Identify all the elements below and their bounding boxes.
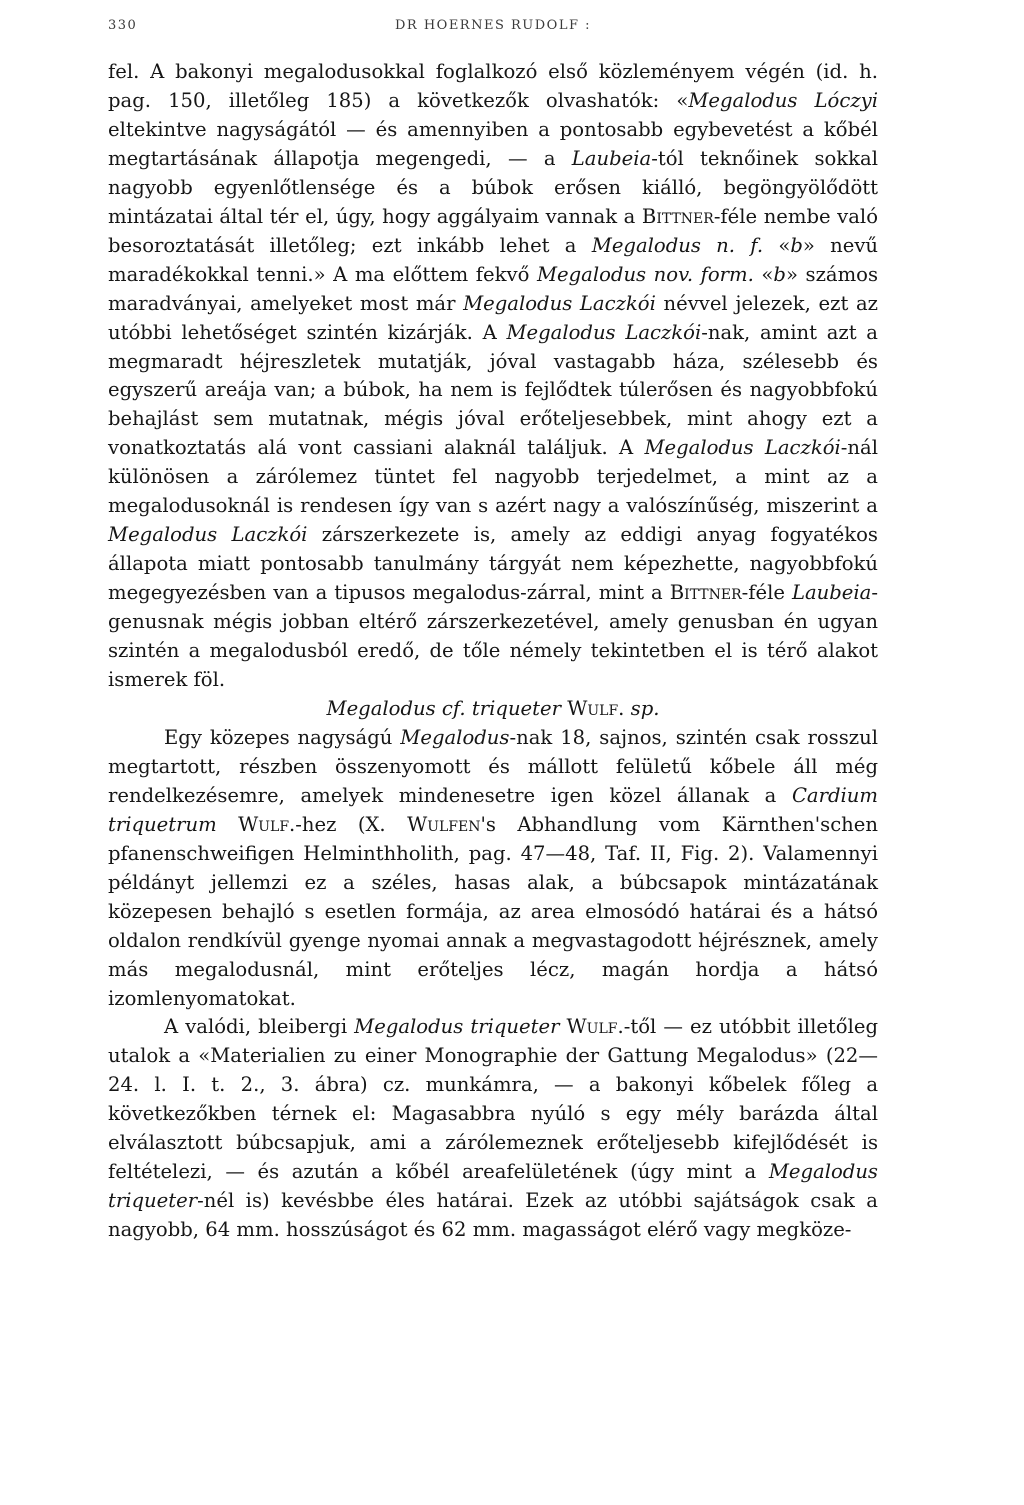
italic-text: Megalodus n. f. — [591, 233, 764, 257]
text-run: A valódi, bleibergi — [164, 1015, 355, 1039]
italic-text: Megalodus Laczkói — [506, 320, 702, 344]
text-run: -féle — [741, 581, 792, 605]
running-head — [108, 18, 878, 42]
text-run: » számos maradványai, amelyeket most már — [108, 262, 879, 315]
italic-text: Megalodus Laczkói — [108, 523, 308, 547]
italic-text: Megalodus Lóczyi — [688, 88, 878, 112]
italic-text: Megalodus Laczkói — [644, 436, 841, 460]
italic-text: sp. — [630, 696, 660, 720]
small-caps-name: Wulf. — [567, 696, 625, 720]
small-caps-name: Wulfen — [407, 812, 481, 836]
small-caps-name: Bittner — [641, 204, 714, 228]
italic-text: Laubeia — [791, 581, 872, 605]
italic-text: Megalodus Laczkói — [463, 291, 656, 315]
text-run — [217, 813, 238, 836]
text-run: zárszerkezete is, amely az eddigi anyag fogyatékos állapota miatt pontosabb tanulmány tárgyát nem képezhette, nagyobbfokú megegyezésben van a tipusos megalodus-zárral, mint a — [108, 523, 878, 605]
text-run: Egy közepes nagyságú — [164, 725, 401, 749]
italic-text: Laubeia — [571, 146, 652, 170]
text-run: -genusnak mégis jobban eltérő zárszerkezetével, amely genusban én ugyan szintén a megalodusból eredő, de tőle némely tekintetben el is térő alakot ismerek föl. — [108, 581, 878, 692]
text-run: -hez (X. — [295, 812, 408, 836]
italic-text: Megalodus nov. form. — [536, 262, 754, 286]
italic-text: Megalodus triqueter — [354, 1015, 560, 1039]
italic-text: b — [790, 233, 803, 257]
text-run: » nevű maradékokkal tenni.» A ma előttem fekvő — [108, 233, 879, 286]
small-caps-name: Bittner — [669, 581, 742, 605]
text-run: -nak, amint azt a megmaradt héjreszletek mutatják, jóval vastagabb háza, szélesebb és egyszerű areája van; a búbok, ha nem is fejlődtek túlerősen és nagyobbfokú behajlást sem mutatnak, mégis jóval erőteljesebbek, mint ahogy ezt a vonatkoztatás alá vont cassiani alaknál találjuk. A — [108, 320, 878, 460]
text-run: -nál különösen a zárólemez tüntet fel nagyobb terjedelmet, a mint az a megalodusoknál is rendesen így van s azért nagy a valószínűség, miszerint a — [108, 436, 878, 518]
text-run: -nél is) kevésbbe éles határai. Ezek az utóbbi sajátságok csak a nagyobb, 64 mm. hosszúságot és 62 mm. magasságot elérő vagy megköze- — [108, 1189, 878, 1242]
text-run: eltekintve nagyságától — és amennyiben a pontosabb egybevetést a kőbél megtartásának állapotja megengedi, — a — [108, 117, 878, 170]
text-run: 's Abhandlung vom Kärnthen'schen pfanenschweifigen Helminthholith, pag. 47—48, Taf. II, Fig. 2). Valamennyi példányt jellemzi ez a széles, hasas alak, a búbcsapok mintázatának közepesen behajló s esetlen formája, az area elmosódó határai és a hátsó oldalon rendkívül gyenge nyomai annak a megvastagodott héjrésznek, amely más megalodusnál, mint erőteljes lécz, magán hordja a hátsó izomlenyomatokat. — [108, 812, 878, 1010]
page-number: 330 — [108, 18, 138, 33]
text-run: -től — ez utóbbit illetőleg utalok a «Materialien zu einer Monographie der Gattung Megalodus» (22—24. l. I. t. 2., 3. ábra) cz. munkámra, — a bakonyi kőbelek főleg a következőkben térnek el: Magasabbra nyúló s egy mély barázda által elválasztott búbcsapjuk, ami a zárólemeznek erőteljesebb kifejlődését is feltételezi, — és azután a kőbél areafelületének (úgy mint a — [108, 1015, 879, 1184]
italic-text: b — [773, 262, 786, 286]
text-run: -féle nembe való besoroztatását illetőleg; ezt inkább lehet a — [108, 204, 878, 257]
text-run: névvel jelezek, ezt az utóbbi lehetőséget szintén kizárják. A — [108, 291, 878, 344]
italic-text: Megalodus triqueter — [108, 1160, 878, 1213]
text-run: -nak 18, sajnos, szintén csak rosszul megtartott, részben összenyomott és mállott felületű kőbele áll még rendelkezésemre, amelyek mindenesetre igen közel állanak a — [108, 725, 878, 807]
italic-text: Megalodus cf. triqueter — [326, 696, 561, 720]
text-run: fel. A bakonyi megalodusokkal foglalkozó első közleményem végén (id. h. pag. 150, illetőleg 185) a következők olvashatók: « — [108, 60, 878, 112]
small-caps-name: Wulf. — [238, 812, 296, 836]
text-run — [559, 1015, 566, 1038]
text-run: « — [763, 233, 791, 257]
text-run: « — [753, 262, 774, 286]
running-title: DR HOERNES RUDOLF : — [394, 18, 591, 33]
paragraph — [108, 1013, 878, 1245]
body-text — [108, 58, 878, 1245]
paragraph — [108, 58, 878, 695]
italic-text: Cardium triquetrum — [108, 783, 878, 836]
italic-text: Megalodus — [400, 725, 510, 749]
text-run: -tól teknőinek sokkal nagyobb egyenlőtlensége és a búbok erősen kiálló, begöngyölődött mintázatai által tér el, úgy, hogy aggályaim vannak a — [108, 146, 878, 228]
section-heading — [108, 695, 878, 724]
paragraph — [108, 724, 878, 1014]
small-caps-name: Wulf. — [566, 1015, 624, 1039]
